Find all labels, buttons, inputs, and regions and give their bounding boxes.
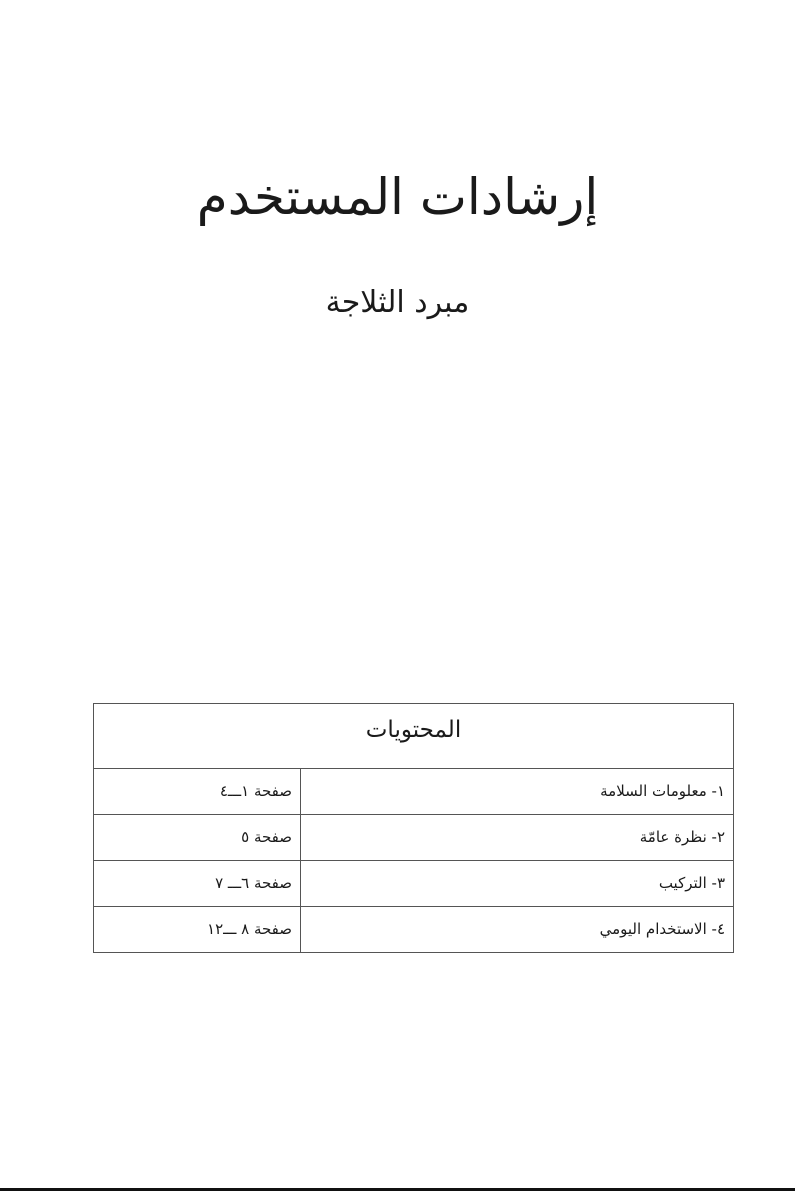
toc-row	[94, 815, 733, 861]
toc-section-title: ١- معلومات السلامة	[300, 769, 733, 814]
toc-page-range: صفحة ٥	[241, 828, 292, 846]
toc-row	[94, 861, 733, 907]
toc-row	[94, 769, 733, 815]
page-title: إرشادات المستخدم	[196, 168, 599, 226]
toc-page-range: صفحة ٦ـــ ٧	[215, 874, 292, 892]
toc-section-title: ٣- التركيب	[300, 861, 733, 906]
table-of-contents	[93, 703, 734, 953]
toc-heading: المحتويات	[94, 704, 733, 769]
toc-page-range: صفحة ٨ ـــ١٢	[207, 920, 292, 938]
toc-section-title: ٤- الاستخدام اليومي	[300, 907, 733, 952]
toc-row	[94, 907, 733, 952]
page-subtitle: مبرد الثلاجة	[325, 285, 470, 320]
toc-page-range: صفحة ١ـــ٤	[219, 782, 292, 800]
toc-section-title: ٢- نظرة عامّة	[300, 815, 733, 860]
